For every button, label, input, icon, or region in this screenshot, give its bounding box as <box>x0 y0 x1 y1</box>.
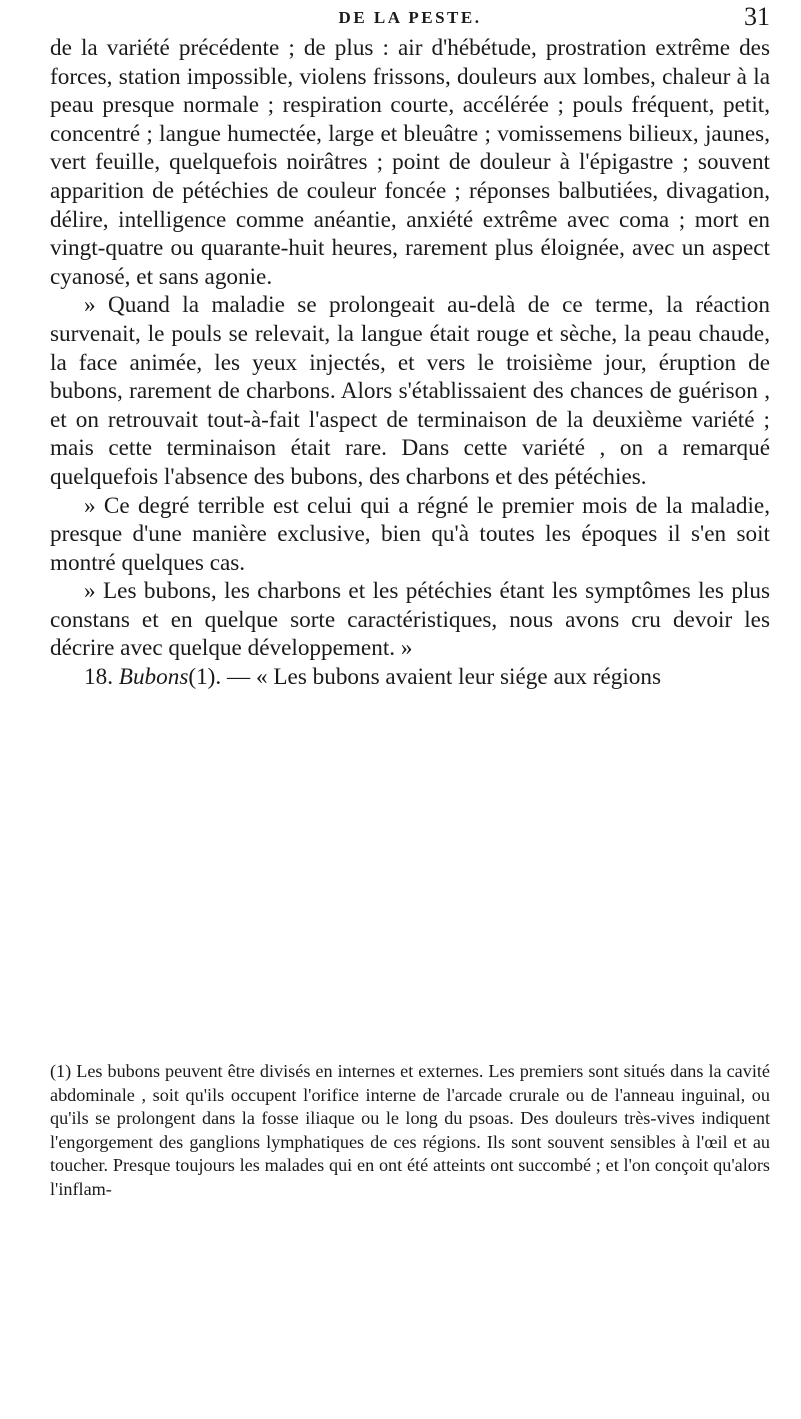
section-number: 18. <box>84 664 113 691</box>
body-text <box>50 34 770 692</box>
footnote: (1) Les bubons peuvent être divisés en internes et externes. Les premiers sont situés dans la cavité abdominale , soit qu'ils occupent l'orifice interne de l'arcade crurale ou de l'anneau inguinal, ou qu'ils se prolongent dans la fosse iliaque ou le long du psoas. Des douleurs très-vives indiquent l'engorgement des ganglions lymphatiques de ces régions. Ils sont souvent sensibles à l'œil et au toucher. Presque toujours les malades qui en ont été atteints ont succombé ; et l'on conçoit qu'alors l'inflam- <box>50 1061 770 1199</box>
paragraph-continued: de la variété précédente ; de plus : air d'hébétude, prostration extrême des forces, station impossible, violens frissons, douleurs aux lombes, chaleur à la peau presque normale ; respiration courte, accélérée ; pouls fréquent, petit, concentré ; langue humectée, large et bleuâtre ; vomissemens bilieux, jaunes, vert feuille, quelquefois noirâtres ; point de douleur à l'épigastre ; souvent apparition de pétéchies de couleur foncée ; réponses balbutiées, divagation, délire, intelligence comme anéantie, anxiété extrême avec coma ; mort en vingt-quatre ou quarante-huit heures, rarement plus éloignée, avec un aspect cyanosé, et sans agonie. <box>50 35 770 290</box>
footnote-reference: (1). <box>188 664 222 691</box>
footnote-block <box>50 1060 770 1202</box>
section-paragraph <box>50 663 770 692</box>
page-number: 31 <box>744 2 770 31</box>
section-text: — « Les bubons avaient leur siége aux régions <box>226 664 661 691</box>
running-title: DE LA PESTE. <box>338 8 482 27</box>
paragraph: » Ce degré terrible est celui qui a régné le premier mois de la maladie, presque d'une manière exclusive, bien qu'à toutes les époques il s'en soit montré quelques cas. <box>50 492 770 576</box>
paragraph: » Les bubons, les charbons et les pétéchies étant les symptômes les plus constans et en quelque sorte caractéristiques, nous avons cru devoir les décrire avec quelque développement. » <box>50 578 770 662</box>
running-head <box>50 2 770 32</box>
paragraph: » Quand la maladie se prolongeait au-delà de ce terme, la réaction survenait, le pouls se relevait, la langue était rouge et sèche, la peau chaude, la face animée, les yeux injectés, et vers le troisième jour, éruption de bubons, rarement de charbons. Alors s'établissaient des chances de guérison , et on retrouvait tout-à-fait l'aspect de terminaison de la deuxième variété ; mais cette terminaison était rare. Dans cette variété , on a remarqué quelquefois l'absence des bubons, des charbons et des pétéchies. <box>50 292 770 490</box>
section-heading: Bubons <box>118 664 189 691</box>
